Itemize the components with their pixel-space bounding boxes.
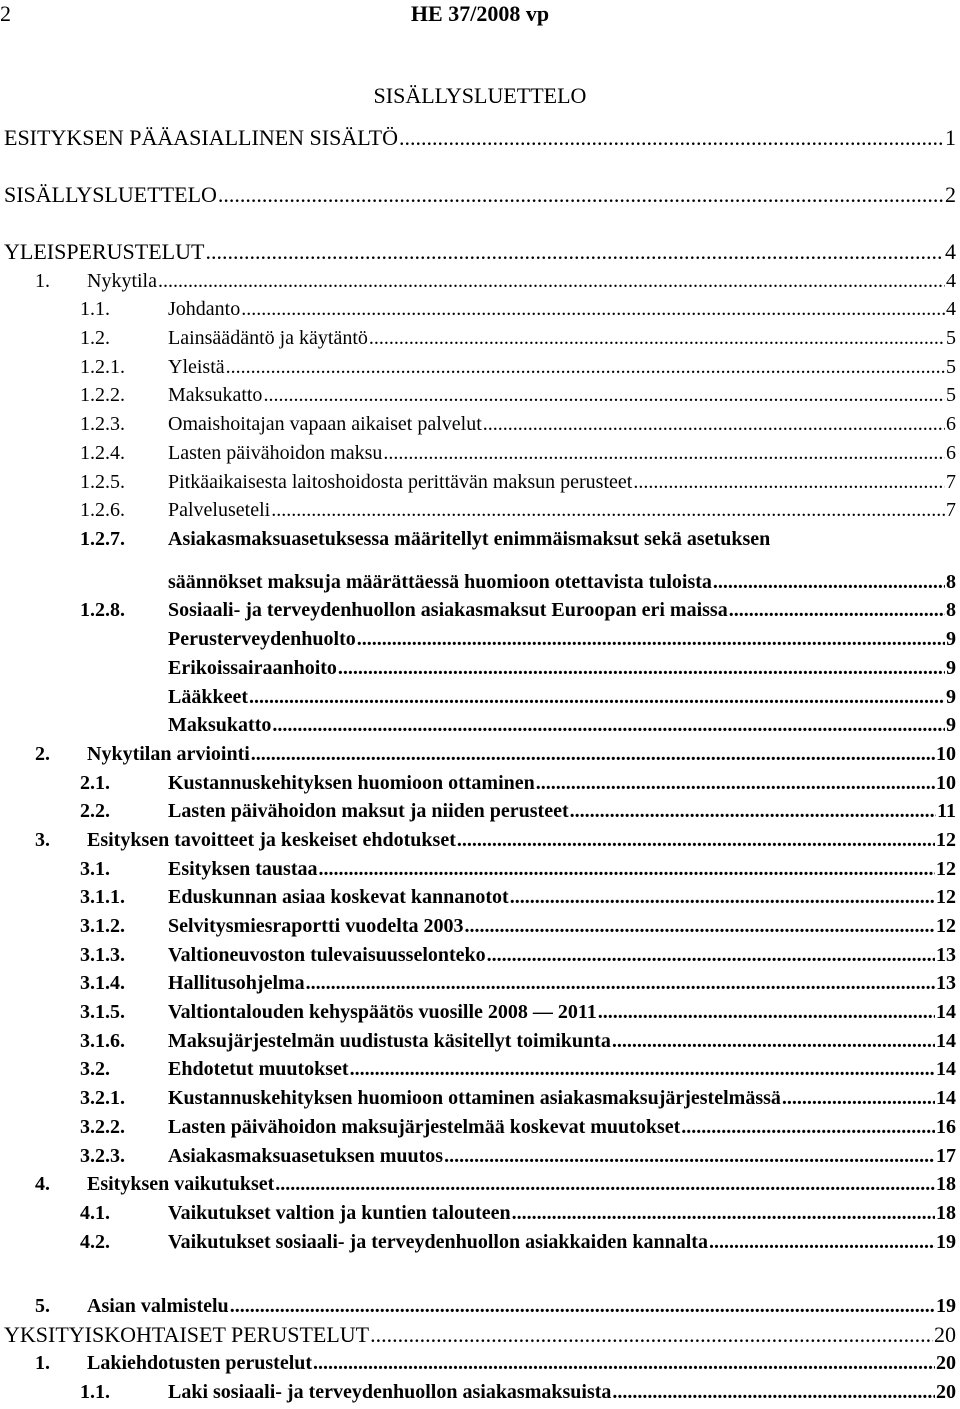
toc-entry-title: Asian valmistelu	[87, 1295, 229, 1317]
toc-entry[interactable]	[0, 740, 956, 768]
toc-entry-title: Omaishoitajan vapaan aikaiset palvelut	[168, 413, 482, 435]
toc-entry-number: 3.1.1.	[80, 886, 125, 908]
toc-entry-page: 5	[946, 384, 956, 406]
toc-entry[interactable]	[0, 324, 956, 352]
toc-entry-number: 1.2.7.	[80, 528, 125, 550]
toc-entry-page: 6	[946, 442, 956, 464]
toc-entry-page: 13	[936, 972, 956, 994]
dot-leader	[205, 238, 944, 266]
toc-entry[interactable]	[0, 1378, 956, 1406]
toc-entry[interactable]	[0, 267, 956, 295]
toc-entry-title: Vaikutukset valtion ja kuntien talouteen	[168, 1202, 511, 1224]
toc-entry-number: 3.2.	[80, 1058, 110, 1080]
toc-entry[interactable]	[0, 711, 956, 739]
dot-leader	[369, 324, 945, 352]
toc-entry-title: Ehdotetut muutokset	[168, 1058, 349, 1080]
toc-entry[interactable]	[0, 769, 956, 797]
dot-leader	[681, 1113, 935, 1141]
dot-leader	[570, 797, 936, 825]
toc-entry-page: 20	[936, 1381, 956, 1403]
dot-leader	[313, 1349, 935, 1377]
toc-entry[interactable]	[0, 295, 956, 323]
toc-entry-title: Esityksen vaikutukset	[87, 1173, 275, 1195]
toc-entry[interactable]	[0, 912, 956, 940]
dot-leader	[612, 1027, 935, 1055]
toc-entry-number: 1.2.3.	[80, 413, 125, 435]
toc-entry[interactable]	[0, 238, 956, 266]
toc-entry-page: 4	[946, 298, 956, 320]
toc-entry-number: 4.2.	[80, 1231, 110, 1253]
toc-entry-title: Sosiaali- ja terveydenhuollon asiakasmaksut Euroopan eri maissa	[168, 599, 728, 621]
toc-entry-page: 12	[936, 886, 956, 908]
dot-leader	[272, 711, 945, 739]
toc-entry[interactable]	[0, 439, 956, 467]
toc-entry-page: 14	[936, 1087, 956, 1109]
toc-entry[interactable]	[0, 969, 956, 997]
toc-entry-title: Asiakasmaksuasetuksen muutos	[168, 1145, 444, 1167]
dot-leader	[370, 1321, 933, 1349]
toc-entry-page: 20	[934, 1322, 956, 1347]
toc-entry-number: 3.1.5.	[80, 1001, 125, 1023]
toc-entry-number: 2.1.	[80, 772, 110, 794]
toc-entry-title: SISÄLLYSLUETTELO	[4, 182, 217, 207]
dot-leader	[218, 181, 944, 209]
dot-leader	[782, 1084, 935, 1112]
toc-entry-page: 9	[946, 657, 956, 679]
dot-leader	[275, 1170, 935, 1198]
toc-entry-page: 17	[936, 1145, 956, 1167]
dot-leader	[306, 969, 935, 997]
dot-leader	[158, 267, 945, 295]
toc-entry[interactable]	[0, 1170, 956, 1198]
toc-entry-page: 9	[946, 686, 956, 708]
toc-entry-title: Lainsäädäntö ja käytäntö	[168, 327, 368, 349]
toc-entry-page: 5	[946, 356, 956, 378]
toc-entry-number: 3.2.1.	[80, 1087, 125, 1109]
toc-entry[interactable]	[0, 525, 956, 553]
toc-entry-title: Eduskunnan asiaa koskevat kannanotot	[168, 886, 509, 908]
toc-entry[interactable]	[0, 826, 956, 854]
toc-entry-title: Nykytilan arviointi	[87, 743, 250, 765]
toc-entry-number: 3.1.2.	[80, 915, 125, 937]
toc-entry-number: 4.1.	[80, 1202, 110, 1224]
toc-entry-number: 2.	[35, 743, 50, 765]
toc-entry-page: 7	[946, 499, 956, 521]
toc-entry-page: 9	[946, 714, 956, 736]
toc-entry-number: 1.1.	[80, 1381, 110, 1403]
toc-entry-number: 1.2.2.	[80, 384, 125, 406]
toc-entry-title: Esityksen taustaa	[168, 858, 318, 880]
toc-title: SISÄLLYSLUETTELO	[373, 83, 587, 108]
toc-entry-page: 4	[945, 239, 956, 264]
toc-entry-title: Esityksen tavoitteet ja keskeiset ehdotukset	[87, 829, 456, 851]
toc-entry[interactable]	[0, 797, 956, 825]
dot-leader	[444, 1142, 935, 1170]
toc-entry-page: 4	[946, 270, 956, 292]
toc-entry[interactable]	[0, 1199, 956, 1227]
toc-entry[interactable]	[0, 855, 956, 883]
toc-entry-title-continued: säännökset maksuja määrättäessä huomioon otettavista tuloista	[168, 571, 712, 593]
toc-entry[interactable]	[0, 381, 956, 409]
dot-leader	[383, 439, 945, 467]
toc-entry-page: 6	[946, 413, 956, 435]
toc-entry-number: 2.2.	[80, 800, 110, 822]
toc-entry[interactable]	[0, 1142, 956, 1170]
toc-entry[interactable]	[0, 941, 956, 969]
dot-leader	[487, 941, 935, 969]
toc-entry-page: 19	[936, 1231, 956, 1253]
dot-leader	[729, 596, 945, 624]
toc-entry-page: 14	[936, 1030, 956, 1052]
dot-leader	[598, 998, 935, 1026]
dot-leader	[271, 496, 945, 524]
toc-entry-title: Lasten päivähoidon maksu	[168, 442, 383, 464]
dot-leader	[512, 1199, 935, 1227]
dot-leader	[350, 1055, 935, 1083]
toc-entry-page: 7	[946, 471, 956, 493]
toc-entry-page: 12	[936, 858, 956, 880]
toc-entry-number: 1.	[35, 270, 50, 292]
toc-entry-page: 13	[936, 944, 956, 966]
dot-leader	[483, 410, 945, 438]
toc-entry-number: 5.	[35, 1295, 50, 1317]
toc-entry[interactable]	[0, 1321, 956, 1349]
toc-entry-title: Lääkkeet	[168, 686, 248, 708]
dot-leader	[709, 1228, 935, 1256]
dot-leader	[249, 683, 945, 711]
toc-entry-page: 14	[936, 1058, 956, 1080]
toc-entry-page: 11	[937, 800, 956, 822]
dot-leader	[241, 295, 945, 323]
toc-entry-title: Yleistä	[168, 356, 225, 378]
toc-entry-page: 10	[936, 743, 956, 765]
toc-entry[interactable]	[0, 353, 956, 381]
toc-entry-page: 1	[945, 125, 956, 150]
toc-entry-number: 3.	[35, 829, 50, 851]
toc-entry-page: 12	[936, 829, 956, 851]
toc-entry-number: 1.2.1.	[80, 356, 125, 378]
toc-entry-title: Valtioneuvoston tulevaisuusselonteko	[168, 944, 486, 966]
toc-entry-number: 3.1.4.	[80, 972, 125, 994]
toc-entry-page: 14	[936, 1001, 956, 1023]
toc-entry-page: 10	[936, 772, 956, 794]
toc-entry[interactable]	[0, 1027, 956, 1055]
toc-entry-title: Laki sosiaali- ja terveydenhuollon asiakasmaksuista	[168, 1381, 612, 1403]
toc-entry[interactable]	[0, 410, 956, 438]
dot-leader	[633, 468, 945, 496]
toc-entry-title: Valtiontalouden kehyspäätös vuosille 2008 — 2011	[168, 1001, 597, 1023]
toc-entry-number: 1.	[35, 1352, 50, 1374]
dot-leader	[465, 912, 935, 940]
toc-entry-page: 5	[946, 327, 956, 349]
dot-leader	[612, 1378, 935, 1406]
dot-leader	[226, 353, 945, 381]
toc-entry-page: 20	[936, 1352, 956, 1374]
toc-entry-page: 18	[936, 1173, 956, 1195]
toc-entry[interactable]	[0, 998, 956, 1026]
toc-entry[interactable]	[0, 496, 956, 524]
toc-entry-title: Maksukatto	[168, 714, 272, 736]
toc-entry[interactable]	[0, 1055, 956, 1083]
toc-entry[interactable]	[0, 625, 956, 653]
toc-entry-title: Hallitusohjelma	[168, 972, 305, 994]
dot-leader	[251, 740, 935, 768]
toc-entry-title: Kustannuskehityksen huomioon ottaminen asiakasmaksujärjestelmässä	[168, 1087, 781, 1109]
dot-leader	[713, 568, 945, 596]
toc-entry-number: 1.1.	[80, 298, 110, 320]
dot-leader	[230, 1292, 935, 1320]
toc-entry-title: Kustannuskehityksen huomioon ottaminen	[168, 772, 535, 794]
toc-entry-title: YLEISPERUSTELUT	[4, 239, 205, 264]
toc-entry-number: 1.2.5.	[80, 471, 125, 493]
toc-entry-title: Asiakasmaksuasetuksessa määritellyt enimmäismaksut sekä asetuksen	[168, 528, 771, 550]
toc-entry-title: Maksujärjestelmän uudistusta käsitellyt toimikunta	[168, 1030, 611, 1052]
toc-entry-continuation[interactable]	[0, 568, 956, 596]
dot-leader	[318, 855, 935, 883]
toc-entry-title: Palveluseteli	[168, 499, 271, 521]
toc-entry-title: Perusterveydenhuolto	[168, 628, 356, 650]
toc-entry-number: 1.2.6.	[80, 499, 125, 521]
toc-entry-title: Lasten päivähoidon maksut ja niiden perusteet	[168, 800, 569, 822]
toc-entry-title: Pitkäaikaisesta laitoshoidosta perittävän maksun perusteet	[168, 471, 633, 493]
toc-entry-page: 8	[946, 571, 956, 593]
toc-entry[interactable]	[0, 596, 956, 624]
toc-entry-number: 3.2.2.	[80, 1116, 125, 1138]
toc-entry[interactable]	[0, 1228, 956, 1256]
toc-entry-number: 1.2.	[80, 327, 110, 349]
page-number: 2	[0, 1, 11, 26]
toc-entry[interactable]	[0, 1113, 956, 1141]
toc-entry-number: 4.	[35, 1173, 50, 1195]
toc-entry-title: ESITYKSEN PÄÄASIALLINEN SISÄLTÖ	[4, 125, 398, 150]
dot-leader	[338, 654, 945, 682]
dot-leader	[457, 826, 935, 854]
toc-entry-page: 16	[936, 1116, 956, 1138]
toc-entry-title: Selvitysmiesraportti vuodelta 2003	[168, 915, 464, 937]
dot-leader	[536, 769, 935, 797]
toc-entry[interactable]	[0, 181, 956, 209]
toc-entry-title: Johdanto	[168, 298, 241, 320]
toc-entry-number: 3.1.6.	[80, 1030, 125, 1052]
toc-entry-number: 3.1.	[80, 858, 110, 880]
toc-entry-number: 3.2.3.	[80, 1145, 125, 1167]
toc-entry-title: Erikoissairaanhoito	[168, 657, 337, 679]
dot-leader	[263, 381, 945, 409]
dot-leader	[357, 625, 945, 653]
toc-entry-number: 3.1.3.	[80, 944, 125, 966]
toc-entry[interactable]	[0, 1349, 956, 1377]
toc-entry-page: 9	[946, 628, 956, 650]
toc-entry-title: Lakiehdotusten perustelut	[87, 1352, 313, 1374]
toc-entry[interactable]	[0, 1084, 956, 1112]
toc-entry[interactable]	[0, 654, 956, 682]
toc-entry[interactable]	[0, 124, 956, 152]
document-reference: HE 37/2008 vp	[410, 1, 550, 26]
toc-entry-page: 2	[945, 182, 956, 207]
dot-leader	[399, 124, 944, 152]
toc-entry-page: 18	[936, 1202, 956, 1224]
toc-entry-number: 1.2.8.	[80, 599, 125, 621]
toc-entry[interactable]	[0, 1292, 956, 1320]
toc-entry-title: YKSITYISKOHTAISET PERUSTELUT	[4, 1322, 370, 1347]
toc-entry-title: Vaikutukset sosiaali- ja terveydenhuollon asiakkaiden kannalta	[168, 1231, 708, 1253]
toc-entry-page: 12	[936, 915, 956, 937]
toc-entry-page: 19	[936, 1295, 956, 1317]
toc-entry[interactable]	[0, 883, 956, 911]
toc-entry-title: Lasten päivähoidon maksujärjestelmää koskevat muutokset	[168, 1116, 681, 1138]
toc-entry-page: 8	[946, 599, 956, 621]
toc-entry[interactable]	[0, 683, 956, 711]
toc-entry-number: 1.2.4.	[80, 442, 125, 464]
toc-entry-title: Maksukatto	[168, 384, 263, 406]
toc-entry-title: Nykytila	[87, 270, 157, 292]
toc-entry[interactable]	[0, 468, 956, 496]
dot-leader	[510, 883, 935, 911]
